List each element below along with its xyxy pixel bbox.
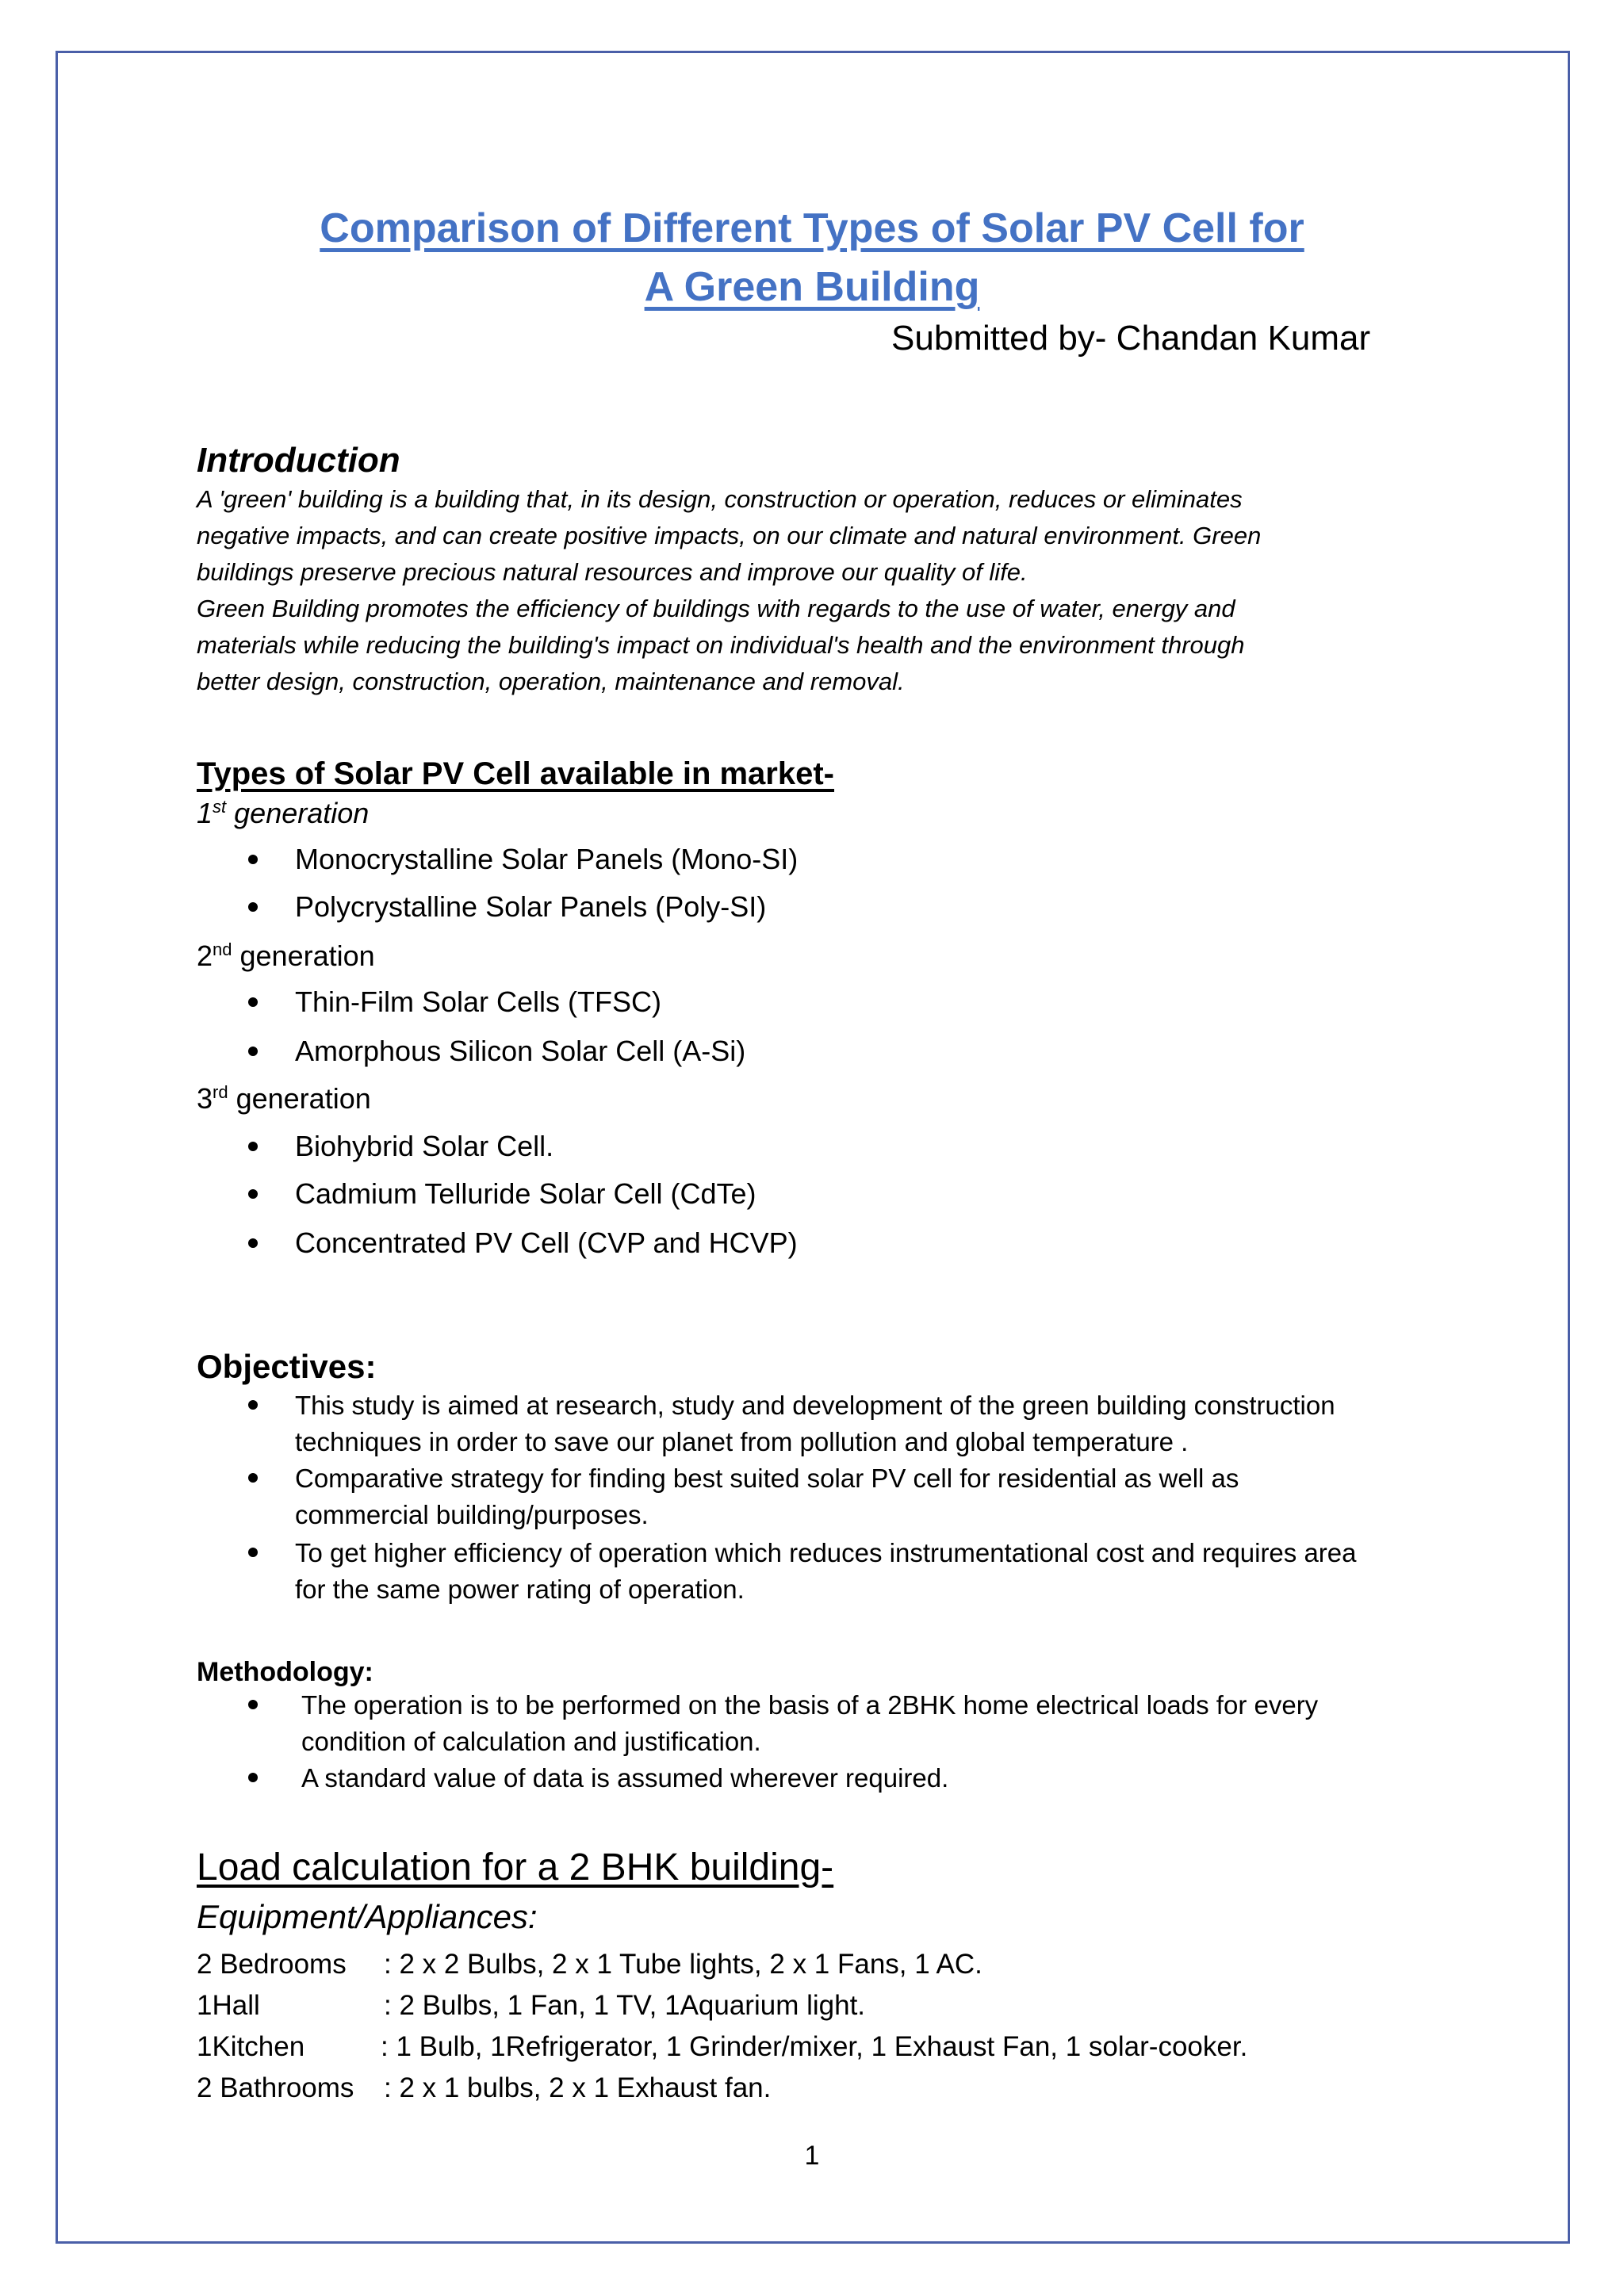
- intro-line: better design, construction, operation, maintenance and removal.: [197, 668, 905, 695]
- bullet-icon: [248, 1473, 258, 1483]
- methodology-line: condition of calculation and justification.: [301, 1727, 761, 1756]
- intro-line: negative impacts, and can create positive impacts, on our climate and natural environment. Green: [197, 522, 1262, 549]
- room-name: 2 Bathrooms: [197, 2072, 354, 2103]
- bullet-icon: [248, 902, 258, 912]
- objectives-heading: Objectives:: [197, 1348, 377, 1385]
- methodology-line: A standard value of data is assumed wherever required.: [301, 1763, 949, 1793]
- objective-line: To get higher efficiency of operation which reduces instrumentational cost and requires area: [295, 1538, 1357, 1567]
- list-item: Polycrystalline Solar Panels (Poly-SI): [295, 890, 767, 923]
- list-item: Concentrated PV Cell (CVP and HCVP): [295, 1226, 798, 1259]
- objective-line: for the same power rating of operation.: [295, 1575, 745, 1604]
- objective-line: commercial building/purposes.: [295, 1500, 649, 1529]
- intro-line: Green Building promotes the efficiency of buildings with regards to the use of water, energy and: [197, 595, 1235, 622]
- document-title-line-1: Comparison of Different Types of Solar PV Cell for: [320, 205, 1304, 251]
- types-heading: Types of Solar PV Cell available in market-: [197, 756, 835, 791]
- generation-1-label: 1st generation: [197, 797, 370, 829]
- page-number: 1: [804, 2141, 820, 2171]
- intro-line: materials while reducing the building's impact on individual's health and the environment through: [197, 631, 1245, 659]
- intro-line: A 'green' building is a building that, in its design, construction or operation, reduces or eliminates: [197, 485, 1243, 513]
- room-equipment: : 2 x 2 Bulbs, 2 x 1 Tube lights, 2 x 1 Fans, 1 AC.: [384, 1949, 982, 1980]
- bullet-icon: [248, 1047, 258, 1056]
- methodology-line: The operation is to be performed on the basis of a 2BHK home electrical loads for every: [301, 1690, 1319, 1720]
- objective-line: This study is aimed at research, study and development of the green building construction: [295, 1391, 1335, 1420]
- room-equipment: : 2 x 1 bulbs, 2 x 1 Exhaust fan.: [384, 2072, 772, 2103]
- bullet-icon: [248, 1773, 258, 1782]
- objective-line: techniques in order to save our planet from pollution and global temperature .: [295, 1427, 1189, 1456]
- room-equipment: : 1 Bulb, 1Refrigerator, 1 Grinder/mixer, 1 Exhaust Fan, 1 solar-cooker.: [381, 2031, 1248, 2062]
- bullet-icon: [248, 1238, 258, 1248]
- room-name: 1Hall: [197, 1990, 260, 2021]
- list-item: Monocrystalline Solar Panels (Mono-SI): [295, 843, 799, 875]
- bullet-icon: [248, 997, 258, 1007]
- submitted-by: Submitted by- Chandan Kumar: [891, 319, 1371, 358]
- introduction-heading: Introduction: [197, 441, 400, 480]
- room-name: 1Kitchen: [197, 2031, 305, 2062]
- load-calculation-heading: Load calculation for a 2 BHK building-: [197, 1846, 834, 1888]
- list-item: Biohybrid Solar Cell.: [295, 1130, 554, 1162]
- bullet-icon: [248, 855, 258, 864]
- list-item: Thin-Film Solar Cells (TFSC): [295, 985, 662, 1018]
- room-name: 2 Bedrooms: [197, 1949, 347, 1980]
- bullet-icon: [248, 1189, 258, 1199]
- bullet-icon: [248, 1400, 258, 1410]
- room-equipment: : 2 Bulbs, 1 Fan, 1 TV, 1Aquarium light.: [384, 1990, 866, 2021]
- equipment-subheading: Equipment/Appliances:: [197, 1898, 538, 1935]
- methodology-heading: Methodology:: [197, 1657, 373, 1687]
- bullet-icon: [248, 1548, 258, 1557]
- intro-line: buildings preserve precious natural resources and improve our quality of life.: [197, 558, 1028, 586]
- document-title-line-2: A Green Building: [644, 264, 980, 310]
- generation-2-label: 2nd generation: [197, 939, 375, 972]
- list-item: Cadmium Telluride Solar Cell (CdTe): [295, 1177, 756, 1210]
- generation-3-label: 3rd generation: [197, 1082, 371, 1115]
- objective-line: Comparative strategy for finding best suited solar PV cell for residential as well as: [295, 1464, 1239, 1493]
- bullet-icon: [248, 1142, 258, 1151]
- list-item: Amorphous Silicon Solar Cell (A-Si): [295, 1035, 746, 1067]
- bullet-icon: [248, 1700, 258, 1709]
